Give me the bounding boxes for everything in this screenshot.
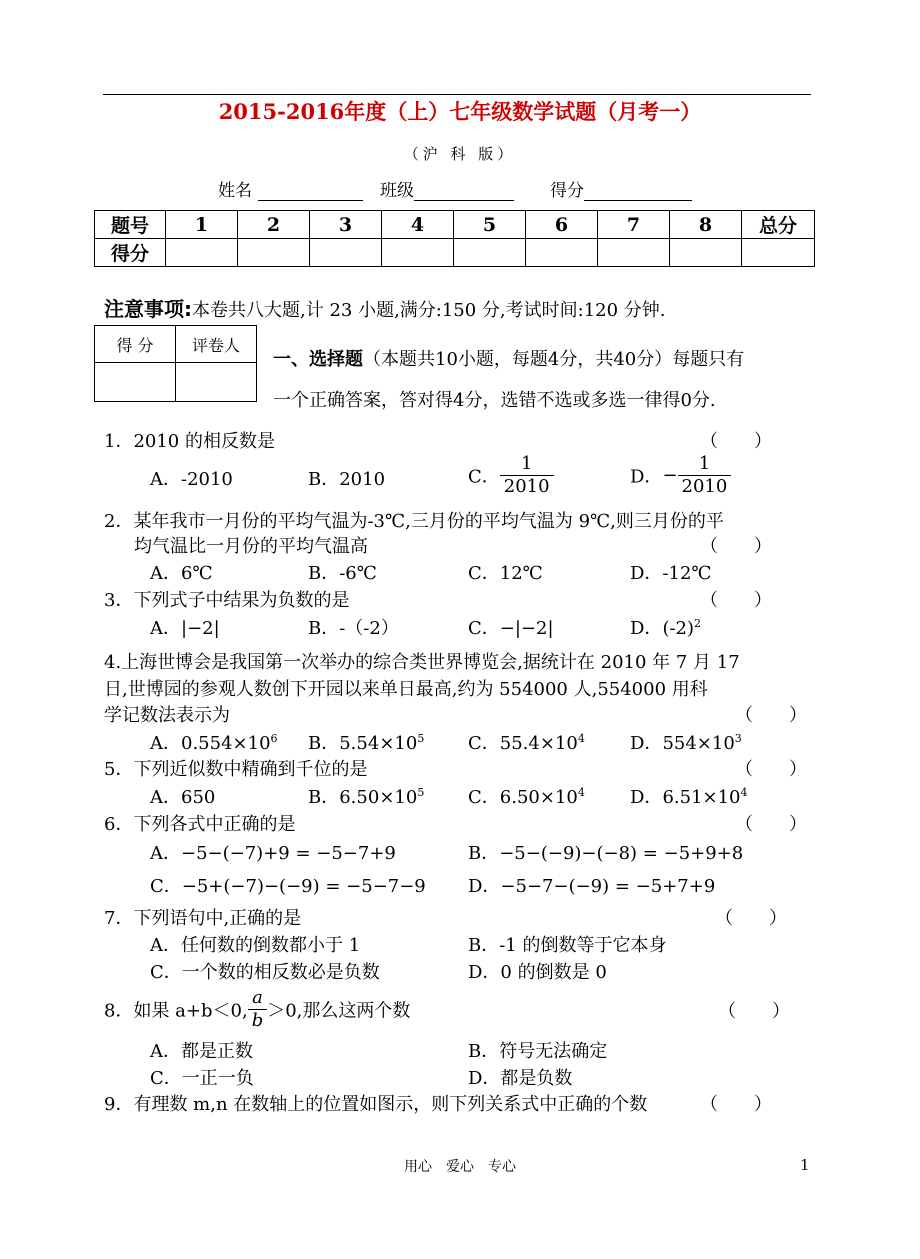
notice-label: 注意事项: (104, 297, 192, 321)
q6-option-d: D．−5−7−(−9) = −5+7+9 (468, 876, 716, 897)
section1-line1: 一、选择题（本题共10小题，每题4分，共40分）每题只有 (273, 349, 745, 370)
score-table-header-cell: 2 (238, 211, 310, 239)
question-6-stem: 6．下列各式中正确的是 (104, 814, 296, 835)
notice (104, 293, 666, 322)
q7-option-c: C．一个数的相反数必是负数 (150, 962, 380, 983)
score-table-header-cell: 3 (310, 211, 382, 239)
page-footer: 用心 爱心 专心 (404, 1159, 516, 1175)
score-cell (526, 239, 598, 267)
score-table (94, 210, 815, 267)
q3-option-c: C．−|−2| (468, 618, 554, 639)
score-cell (310, 239, 382, 267)
grader-score-cell (95, 363, 176, 402)
answer-paren: （ ） (700, 590, 772, 611)
question-7-stem: 7．下列语句中,正确的是 (104, 908, 302, 929)
q8-option-c: C．一正一负 (150, 1068, 254, 1089)
section1-heading: 一、选择题 (273, 349, 363, 370)
name-field: 姓名 (218, 176, 363, 201)
q2-option-a: A．6℃ (150, 563, 213, 584)
q8-option-a: A．都是正数 (150, 1041, 253, 1062)
question-5-stem: 5．下列近似数中精确到千位的是 (104, 759, 368, 780)
score-field: 得分 (550, 176, 692, 201)
answer-paren: （ ） (718, 1001, 790, 1022)
section1-line2: 一个正确答案，答对得4分，选错不选或多选一律得0分. (273, 390, 716, 411)
question-4-line2: 日,世博园的参观人数创下开园以来单日最高,约为 554000 人,554000 用科 (104, 679, 708, 700)
question-4-line1: 4.上海世博会是我国第一次举办的综合类世界博览会,据统计在 2010 年 7 月 17 (104, 652, 740, 673)
answer-paren: （ ） (700, 536, 772, 557)
q5-option-d: D．$6.51\times 10^4$ (630, 786, 748, 808)
q5-option-c: C．$6.50\times 10^4$ (468, 786, 585, 808)
score-table-header-cell: 7 (598, 211, 670, 239)
q1-option-b: B．2010 (308, 469, 386, 490)
score-table-header-cell: 4 (382, 211, 454, 239)
q2-option-d: D．-12℃ (630, 563, 712, 584)
question-4-line3: 学记数法表示为 (104, 705, 230, 726)
class-field: 班级 (380, 176, 514, 201)
answer-paren: （ ） (715, 908, 787, 929)
q4-option-a: A．$0.554\times 10^6$ (150, 732, 278, 754)
q7-option-b: B．-1 的倒数等于它本身 (468, 935, 667, 956)
grader-table (94, 325, 257, 402)
q6-option-c: C．−5+(−7)−(−9) = −5−7−9 (150, 876, 426, 897)
notice-text: 本卷共八大题,计 23 小题,满分:150 分,考试时间:120 分钟. (192, 300, 666, 321)
answer-paren: （ ） (700, 431, 772, 452)
q3-option-d: D．$(-2)^2$ (630, 617, 702, 639)
answer-paren: （ ） (735, 759, 807, 780)
score-cell (382, 239, 454, 267)
header-rule (103, 94, 811, 95)
grader-name-label: 评卷人 (176, 326, 257, 363)
question-3-stem: 3．下列式子中结果为负数的是 (104, 590, 350, 611)
q3-option-a: A．|−2| (150, 618, 220, 639)
q4-option-d: D．$554\times 10^3$ (630, 732, 742, 754)
score-cell (742, 239, 815, 267)
grader-name-cell (176, 363, 257, 402)
q8-option-b: B．符号无法确定 (468, 1041, 608, 1062)
question-2-line2: 均气温比一月份的平均气温高 (134, 536, 368, 557)
score-cell (670, 239, 742, 267)
score-table-header-cell: 5 (454, 211, 526, 239)
q5-option-a: A．650 (150, 787, 216, 808)
score-cell (598, 239, 670, 267)
q7-option-d: D．0 的倒数是 0 (468, 962, 607, 983)
score-cell (454, 239, 526, 267)
page-number: 1 (800, 1156, 810, 1174)
q5-option-b: B．$6.50\times 10^5$ (308, 786, 425, 808)
grader-score-label: 得 分 (95, 326, 176, 363)
score-table-header-cell: 6 (526, 211, 598, 239)
q4-option-b: B．$5.54\times 10^5$ (308, 732, 425, 754)
q7-option-a: A．任何数的倒数都小于 1 (150, 935, 361, 956)
question-9-stem: 9．有理数 m,n 在数轴上的位置如图示，则下列关系式中正确的个数 (104, 1094, 648, 1115)
score-cell (166, 239, 238, 267)
q1-option-d: D．− $\frac{1}{2010}$ (630, 453, 731, 498)
question-8-stem: 8．如果 a+b＜0, $\frac{a}{b}$ ＞0,那么这两个数 (104, 987, 411, 1031)
score-table-header-cell: 1 (166, 211, 238, 239)
q6-option-b: B．−5−(−9)−(−8) = −5+9+8 (468, 843, 744, 864)
exam-title: 2015-2016年度（上）七年级数学试题（月考一） (218, 99, 702, 124)
score-table-header-cell: 题号 (95, 211, 166, 239)
score-table-header-cell: 8 (670, 211, 742, 239)
q2-option-b: B．-6℃ (308, 563, 377, 584)
score-table-row-label: 得分 (95, 239, 166, 267)
q6-option-a: A．−5−(−7)+9 = −5−7+9 (150, 843, 396, 864)
q3-option-b: B．-（-2） (308, 618, 399, 639)
q8-option-d: D．都是负数 (468, 1068, 573, 1089)
question-1-stem: 1．2010 的相反数是 (104, 431, 275, 452)
answer-paren: （ ） (700, 1094, 772, 1115)
q1-option-a: A．-2010 (150, 469, 233, 490)
exam-subtitle: （沪 科 版） (403, 145, 517, 163)
q4-option-c: C．$55.4\times 10^4$ (468, 732, 585, 754)
q2-option-c: C．12℃ (468, 563, 543, 584)
q1-option-c: C． $\frac{1}{2010}$ (468, 453, 554, 498)
answer-paren: （ ） (735, 814, 807, 835)
question-2-line1: 2．某年我市一月份的平均气温为-3℃,三月份的平均气温为 9℃,则三月份的平 (104, 511, 724, 532)
score-cell (238, 239, 310, 267)
score-table-header-cell: 总分 (742, 211, 815, 239)
answer-paren: （ ） (735, 705, 807, 726)
